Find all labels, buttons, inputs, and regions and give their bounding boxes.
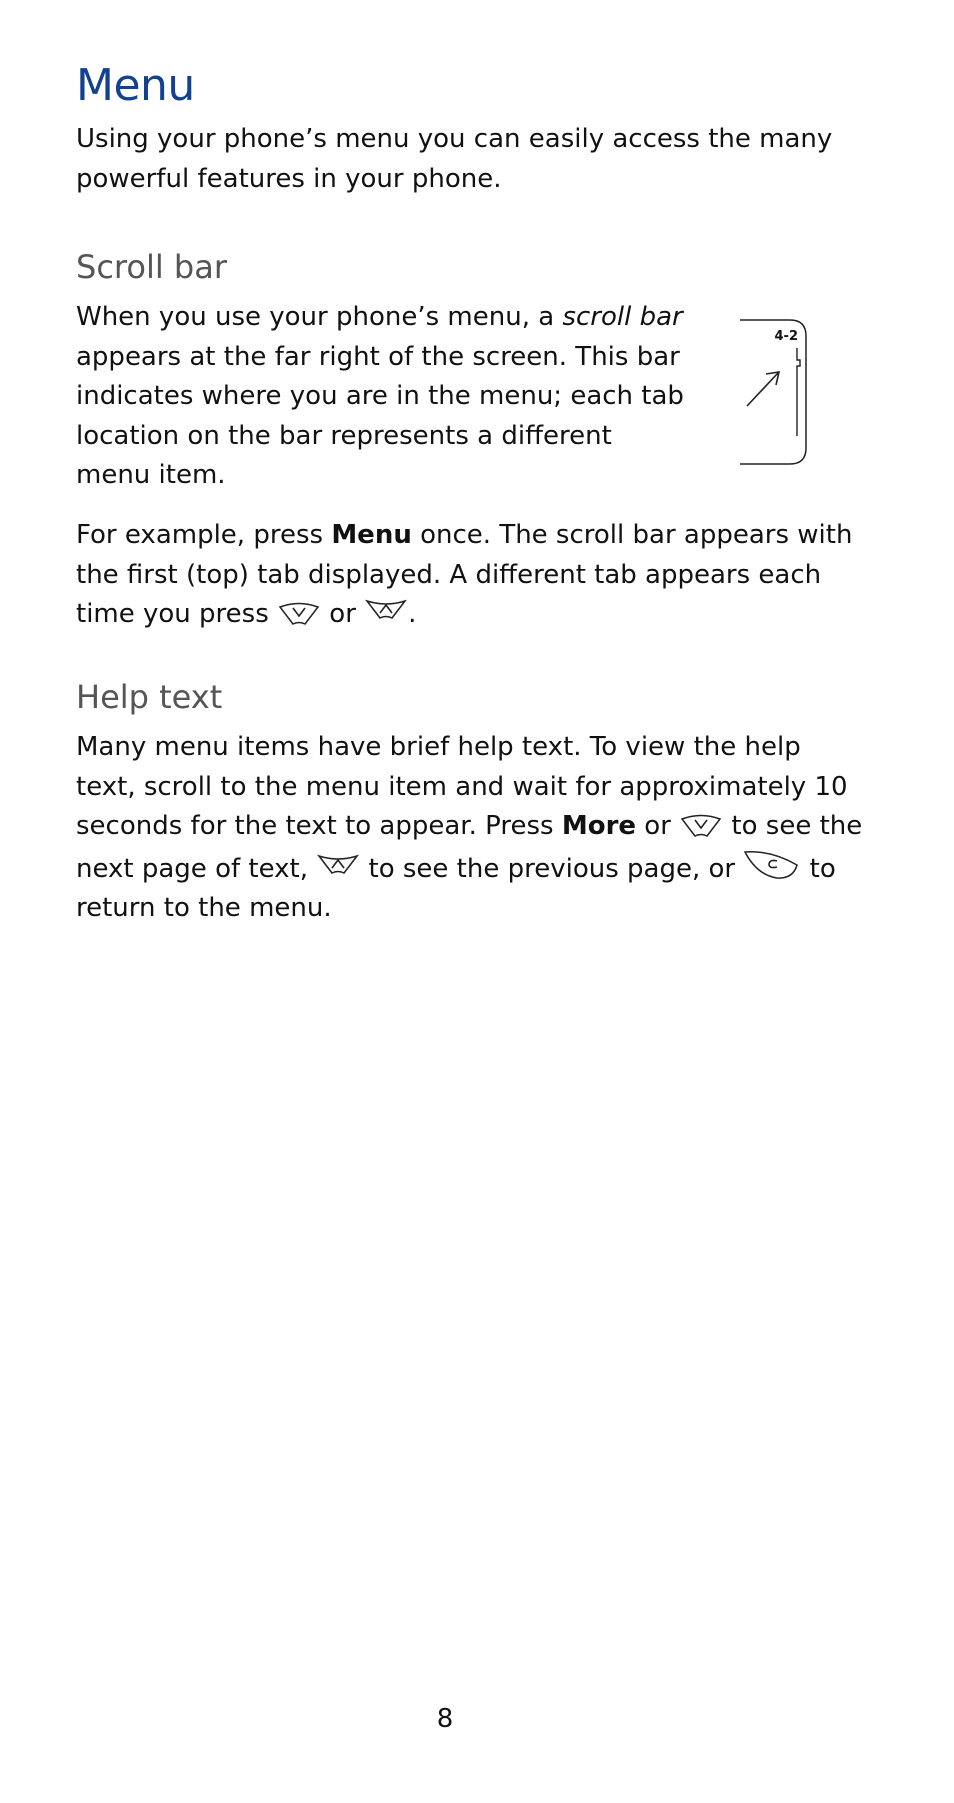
scroll-down-key-icon — [277, 598, 321, 626]
clear-key-icon — [743, 847, 801, 881]
help-text-or: or — [636, 811, 680, 841]
scroll-bar-text-3: For example, press — [76, 520, 332, 550]
scroll-bar-figure-label: 4-2 — [774, 329, 798, 344]
help-text-4: to return to the menu. — [76, 853, 836, 923]
intro-paragraph: Using your phone’s menu you can easily access the many powerful features in your phone. — [76, 124, 833, 194]
help-text-3: to see the previous page, or — [360, 853, 744, 884]
scroll-bar-text-4: once. The scroll bar appears with the first (top) tab displayed. A different tab appears each time you press — [76, 520, 853, 629]
page-number: 8 — [436, 1704, 454, 1734]
scroll-bar-heading: Scroll bar — [76, 248, 227, 286]
help-text-1: Many menu items have brief help text. To view the help text, scroll to the menu item and wait for approximately 10 seconds for the text to appear. Press — [76, 732, 848, 841]
scroll-bar-figure — [740, 318, 808, 466]
scroll-bar-text-end: . — [408, 599, 417, 629]
scroll-bar-text-2: appears at the far right of the screen. This bar indicates where you are in the menu; each tab location on the bar represents a different menu item. — [76, 341, 684, 490]
menu-key-label: Menu — [331, 520, 412, 550]
more-key-label: More — [561, 811, 637, 841]
scroll-bar-text-1: When you use your phone’s menu, a — [76, 302, 563, 332]
help-text-paragraph — [76, 728, 866, 929]
scroll-bar-text-or: or — [321, 599, 365, 629]
scroll-bar-paragraph-1 — [76, 298, 686, 496]
scroll-up-key-icon — [364, 598, 408, 626]
help-text-2: to see the next page of text, — [76, 811, 863, 884]
scroll-bar-term: scroll bar — [562, 302, 683, 332]
help-text-heading: Help text — [76, 678, 223, 716]
scroll-up-key-icon — [316, 853, 360, 881]
scroll-bar-paragraph-2 — [76, 516, 876, 635]
scroll-down-key-icon — [679, 810, 723, 838]
page-title: Menu — [76, 60, 195, 111]
